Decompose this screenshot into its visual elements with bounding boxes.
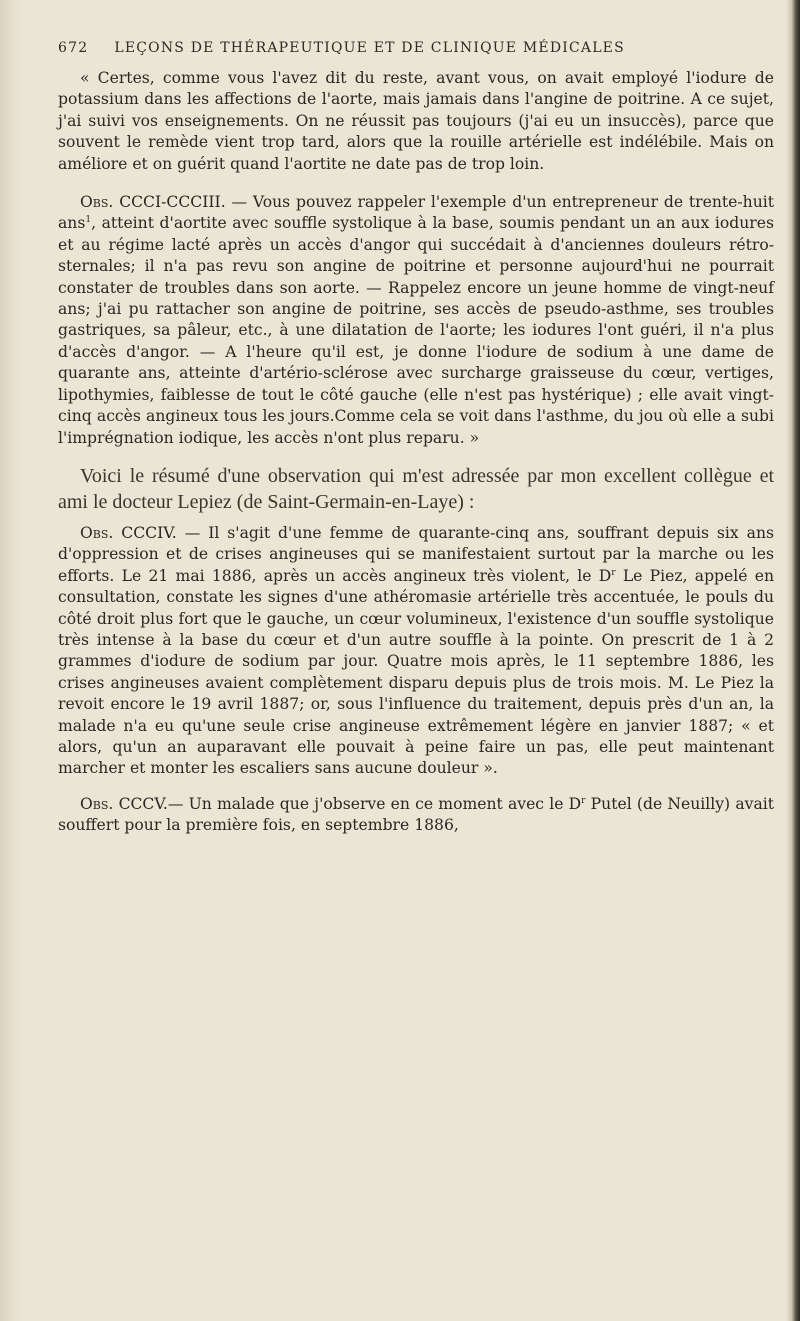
obs-label: Obs. xyxy=(80,794,114,813)
obs-text: CCCIV. — Il s'agit d'une femme de quarante-cinq ans, souffrant depuis six ans d'oppression et de crises angineuses qui se manifestaient surtout par la marche ou les efforts. Le 21 mai 1886, après un accès angineux très violent, le D xyxy=(58,523,774,585)
superscript-r: r xyxy=(611,567,616,578)
obs-label: Obs. xyxy=(80,523,114,542)
book-page xyxy=(58,40,774,837)
footnote-marker: 1 xyxy=(85,215,92,226)
left-page-margin xyxy=(0,0,22,1321)
observation-cccv xyxy=(58,794,774,837)
obs-text-continued: Putel (de Neuilly) avait souffert pour la première fois, en septembre 1886, xyxy=(58,794,774,835)
running-title: LEÇONS DE THÉRAPEUTIQUE ET DE CLINIQUE MÉDICALES xyxy=(114,40,625,56)
book-edge-shadow xyxy=(786,0,800,1321)
observation-ccci-ccciii xyxy=(58,192,774,449)
obs-text-continued: Le Piez, appelé en consultation, constate les signes d'une athéromasie artérielle très accentuée, le pouls du côté droit plus fort que le gauche, un cœur volumineux, l'existence d'un souffle systolique très intense à la base du cœur et d'un autre souffle à la pointe. On prescrit de 1 à 2 grammes d'iodure de sodium par jour. Quatre mois après, le 11 septembre 1886, les crises angineuses avaient complètement disparu depuis plus de trois mois. M. Le Piez la revoit encore le 19 avril 1887; or, sous l'influence du traitement, depuis près d'un an, la malade n'a eu qu'une seule crise angineuse extrêmement légère en janvier 1887; « et alors, qu'un an auparavant elle pouvait à peine faire un pas, elle peut maintenant marcher et monter les escaliers sans aucune douleur ». xyxy=(58,566,774,778)
observation-ccciv xyxy=(58,523,774,780)
superscript-r: r xyxy=(581,795,586,806)
obs-text-continued: , atteint d'aortite avec souffle systolique à la base, soumis pendant un an aux iodures et au régime lacté après un accès d'angor qui succédait à d'anciennes douleurs rétro-sternales; il n'a pas revu son angine de poitrine et personne aujourd'hui ne pourrait constater de troubles dans son aorte. — Rappelez encore un jeune homme de vingt-neuf ans; j'ai pu rattacher son angine de poitrine, ses accès de pseudo-asthme, ses troubles gastriques, sa pâleur, etc., à une dilatation de l'aorte; les iodures l'ont guéri, il n'a plus d'accès d'angor. — A l'heure qu'il est, je donne l'iodure de sodium à une dame de quarante ans, atteinte d'artério-sclérose avec surcharge graisseuse du cœur, vertiges, lipothymies, faiblesse de tout le côté gauche (elle n'est pas hystérique) ; elle avait vingt-cinq accès angineux tous les jours.Comme cela se voit dans l'asthme, du jou où elle a subi l'imprégnation iodique, les accès n'ont plus reparu. » xyxy=(58,214,774,447)
page-number: 672 xyxy=(58,40,89,56)
obs-text: CCCI-CCCIII. — Vous pouvez rappeler l'exemple d'un entrepreneur de trente-huit ans xyxy=(58,193,774,233)
quoted-paragraph: « Certes, comme vous l'avez dit du reste, avant vous, on avait employé l'iodure de potassium dans les affections de l'aorte, mais jamais dans l'angine de poitrine. A ce sujet, j'ai suivi vos enseignements. On ne réussit pas toujours (j'ai eu un insuccès), parce que souvent le remède vient trop tard, alors que la rouille artérielle est indélébile. Mais on améliore et on guérit quand l'aortite ne date pas de trop loin. xyxy=(58,69,774,173)
running-header xyxy=(58,40,774,56)
intro-paragraph: Voici le résumé d'une observation qui m'est adressée par mon excellent collègue et ami le docteur Lepiez (de Saint-Germain-en-Laye) : xyxy=(58,464,774,513)
obs-label: Obs. xyxy=(80,193,114,212)
obs-text: CCCV.— Un malade que j'observe en ce moment avec le D xyxy=(113,794,582,813)
